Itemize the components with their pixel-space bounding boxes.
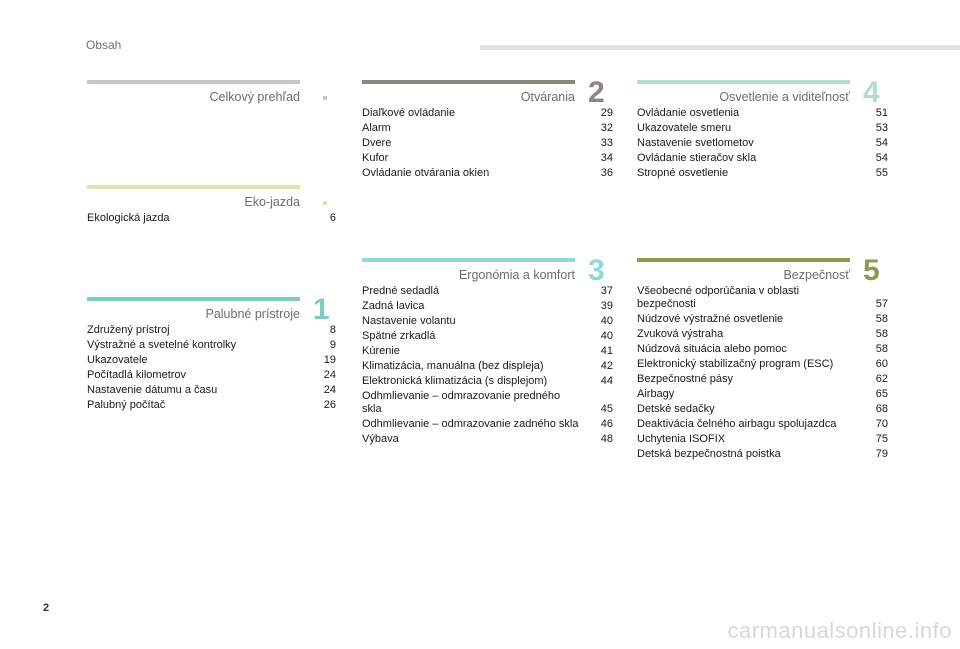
section-otvarania	[362, 76, 613, 182]
toc-entry-page: 60	[875, 358, 888, 370]
header-bar	[480, 45, 960, 50]
toc-entry-title: Všeobecné odporúčania v oblasti bezpečnosti	[637, 285, 800, 310]
section-bar	[637, 258, 850, 262]
toc-entry[interactable]	[362, 390, 613, 416]
section-bar	[362, 80, 575, 84]
toc-entry[interactable]	[362, 375, 613, 388]
toc-entry[interactable]	[637, 448, 888, 461]
toc-entry-title: Nastavenie volantu	[362, 315, 456, 327]
toc-entry-title: Spätné zrkadlá	[362, 330, 436, 342]
toc-entry-page: 44	[600, 375, 613, 387]
toc-entry-page: 58	[875, 343, 888, 355]
section-osvetlenie	[637, 76, 888, 182]
toc-entry-title: Ovládanie osvetlenia	[637, 107, 740, 119]
section-bar	[362, 258, 575, 262]
toc-entry-title: Zadná lavica	[362, 300, 425, 312]
toc-entry-page: 58	[875, 328, 888, 340]
toc-entry[interactable]	[362, 315, 613, 328]
toc-entry-page: 8	[329, 324, 336, 336]
toc-entry-page: 51	[875, 107, 888, 119]
toc-entry[interactable]	[637, 122, 888, 135]
section-title: Bezpečnosť	[783, 268, 850, 282]
toc-entry-title: Výbava	[362, 433, 399, 445]
section-title: Ergonómia a komfort	[458, 268, 575, 282]
toc-entry[interactable]	[637, 403, 888, 416]
toc-entry-title: Ovládanie stieračov skla	[637, 152, 757, 164]
toc-entry[interactable]	[637, 313, 888, 326]
toc-entry-title: Odhmlievanie – odmrazovanie predného skla	[362, 390, 561, 415]
section-title: Otvárania	[520, 90, 575, 104]
toc-entry-title: Nastavenie svetlometov	[637, 137, 754, 149]
toc-entry-title: Diaľkové ovládanie	[362, 107, 456, 119]
toc-entry[interactable]	[362, 418, 613, 431]
toc-entry-page: 32	[600, 122, 613, 134]
toc-entry-page: 65	[875, 388, 888, 400]
toc-entry[interactable]	[637, 152, 888, 165]
toc-entry-title: Detské sedačky	[637, 403, 715, 415]
section-bezpecnost	[637, 254, 888, 463]
toc-entry-page: 41	[600, 345, 613, 357]
toc-entry-page: 45	[600, 403, 613, 415]
toc-entry-page: 75	[875, 433, 888, 445]
toc-entry-page: 54	[875, 152, 888, 164]
toc-entry-page: 9	[329, 339, 336, 351]
toc-entry-page: 29	[600, 107, 613, 119]
toc-entry[interactable]	[637, 373, 888, 386]
toc-entry-title: Kúrenie	[362, 345, 400, 357]
toc-entry[interactable]	[362, 122, 613, 135]
toc-entry-title: Združený prístroj	[87, 324, 170, 336]
toc-entry-title: Stropné osvetlenie	[637, 167, 729, 179]
page-header-title: Obsah	[86, 38, 122, 52]
toc-entry-title: Núdzové výstražné osvetlenie	[637, 313, 784, 325]
toc-entry-title: Uchytenia ISOFIX	[637, 433, 726, 445]
toc-entry[interactable]	[87, 399, 336, 412]
section-number: 3	[588, 254, 605, 287]
toc-entry-title: Elektronická klimatizácia (s displejom)	[362, 375, 548, 387]
toc-entry[interactable]	[87, 212, 336, 225]
toc-entry[interactable]	[362, 330, 613, 343]
toc-entry-page: 37	[600, 285, 613, 297]
toc-entry-page: 39	[600, 300, 613, 312]
toc-entry-page: 46	[600, 418, 613, 430]
section-title: Eko-jazda	[244, 195, 300, 209]
toc-entry[interactable]	[637, 137, 888, 150]
toc-entry[interactable]	[637, 167, 888, 180]
toc-entry-title: Výstražné a svetelné kontrolky	[87, 339, 237, 351]
section-number: 2	[588, 76, 605, 109]
toc-entry-title: Deaktivácia čelného airbagu spolujazdca	[637, 418, 837, 430]
section-number: 5	[863, 254, 880, 287]
toc-entry[interactable]	[362, 285, 613, 298]
toc-entry-page: 70	[875, 418, 888, 430]
toc-entry-title: Dvere	[362, 137, 392, 149]
toc-entry-title: Alarm	[362, 122, 391, 134]
section-title: Palubné prístroje	[205, 307, 300, 321]
toc-entry-title: Klimatizácia, manuálna (bez displeja)	[362, 360, 544, 372]
toc-entry-title: Núdzová situácia alebo pomoc	[637, 343, 787, 355]
toc-entry-title: Počítadlá kilometrov	[87, 369, 187, 381]
toc-entry-title: Airbagy	[637, 388, 675, 400]
toc-entry[interactable]	[87, 369, 336, 382]
section-bar	[637, 80, 850, 84]
toc-entry[interactable]	[87, 324, 336, 337]
toc-entry-page: 58	[875, 313, 888, 325]
toc-entry-page: 48	[600, 433, 613, 445]
toc-entry[interactable]	[637, 418, 888, 431]
toc-entry-page: 42	[600, 360, 613, 372]
toc-entry[interactable]	[637, 388, 888, 401]
toc-entry[interactable]	[637, 328, 888, 341]
section-bar	[87, 185, 300, 189]
toc-entry-page: 19	[323, 354, 336, 366]
watermark: carmanualsonline.info	[727, 618, 952, 643]
toc-entry-page: 68	[875, 403, 888, 415]
toc-entry-page: 79	[875, 448, 888, 460]
section-eko	[87, 185, 336, 227]
toc-entry[interactable]	[87, 384, 336, 397]
toc-entry[interactable]	[637, 433, 888, 446]
toc-entry[interactable]	[362, 152, 613, 165]
section-number: 4	[863, 76, 880, 109]
toc-entry-title: Zvuková výstraha	[637, 328, 724, 340]
toc-entry-page: 54	[875, 137, 888, 149]
toc-entry[interactable]	[637, 343, 888, 356]
toc-entry-title: Kufor	[362, 152, 389, 164]
toc-entry-page: 33	[600, 137, 613, 149]
toc-entry-title: Bezpečnostné pásy	[637, 373, 734, 385]
toc-entry-title: Odhmlievanie – odmrazovanie zadného skla	[362, 418, 579, 430]
toc-entry-page: 40	[600, 315, 613, 327]
toc-entry[interactable]	[362, 167, 613, 180]
toc-entry[interactable]	[637, 358, 888, 371]
toc-entry[interactable]	[637, 107, 888, 120]
toc-entry-title: Ekologická jazda	[87, 212, 170, 224]
toc-entry-page: 24	[323, 384, 336, 396]
toc-entry-page: 53	[875, 122, 888, 134]
section-bar	[87, 297, 300, 301]
toc-entry-page: 34	[600, 152, 613, 164]
toc-entry-title: Ukazovatele smeru	[637, 122, 732, 134]
toc-entry[interactable]	[87, 339, 336, 352]
toc-entry[interactable]	[362, 360, 613, 373]
toc-entry[interactable]	[362, 300, 613, 313]
toc-entry-page: 6	[329, 212, 336, 224]
section-ergonomia	[362, 254, 613, 448]
section-marker	[323, 96, 327, 100]
toc-entry-page: 24	[323, 369, 336, 381]
page-number: 2	[43, 602, 50, 614]
toc-entry-page: 26	[323, 399, 336, 411]
section-celkovy	[87, 80, 300, 105]
toc-entry-title: Detská bezpečnostná poistka	[637, 448, 781, 460]
section-palubne	[87, 293, 336, 414]
section-bar	[87, 80, 300, 84]
toc-entry-page: 62	[875, 373, 888, 385]
toc-entry-page: 40	[600, 330, 613, 342]
toc-entry-title: Nastavenie dátumu a času	[87, 384, 218, 396]
toc-entry-title: Palubný počítač	[87, 399, 166, 411]
toc-entry-title: Ovládanie otvárania okien	[362, 167, 490, 179]
toc-entry-title: Elektronický stabilizačný program (ESC)	[637, 358, 834, 370]
toc-entry-title: Ukazovatele	[87, 354, 148, 366]
toc-entry[interactable]	[637, 285, 888, 311]
toc-entry[interactable]	[362, 433, 613, 446]
toc-entry[interactable]	[362, 345, 613, 358]
toc-entry-page: 36	[600, 167, 613, 179]
toc-entry-page: 55	[875, 167, 888, 179]
section-marker	[323, 201, 327, 205]
section-number: 1	[313, 293, 330, 326]
section-title: Celkový prehľad	[209, 90, 300, 104]
toc-entry[interactable]	[362, 137, 613, 150]
toc-entry[interactable]	[362, 107, 613, 120]
toc-entry-title: Predné sedadlá	[362, 285, 440, 297]
toc-entry[interactable]	[87, 354, 336, 367]
section-title: Osvetlenie a viditeľnosť	[719, 90, 850, 104]
toc-entry-page: 57	[875, 298, 888, 310]
